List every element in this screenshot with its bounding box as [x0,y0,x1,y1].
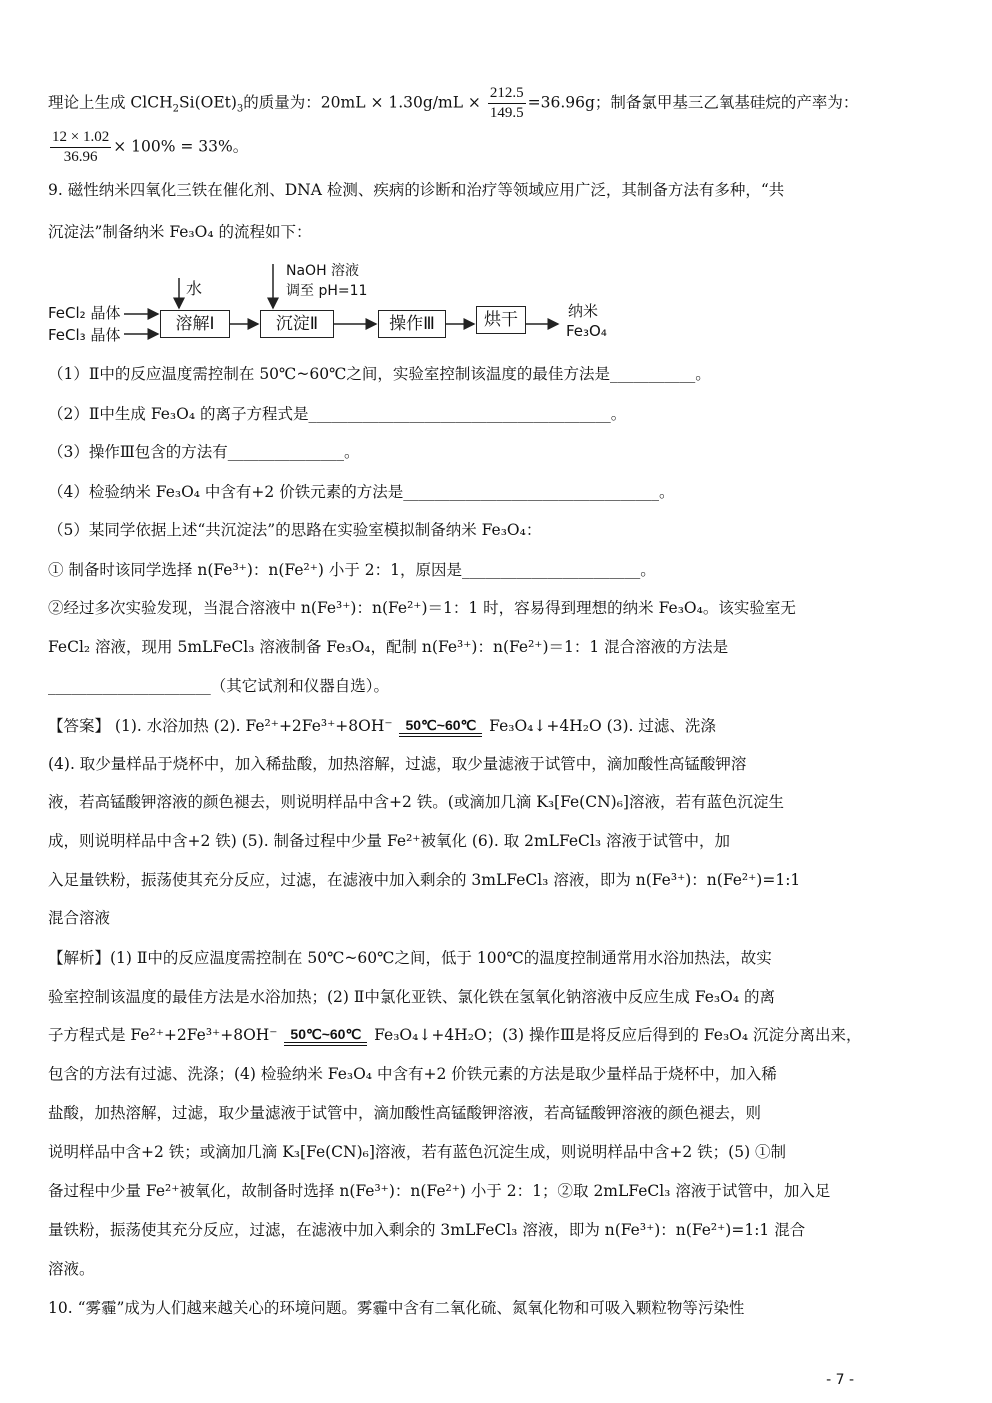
page-number: - 7 - [826,1372,854,1388]
step-dissolve-box: 溶解Ⅰ [160,310,230,338]
output-label-1: 纳米 [568,302,599,320]
answer-line-2: (4). 取少量样品于烧杯中，加入稀盐酸，加热溶解，过滤，取少量滤液于试管中，滴加酸性高锰酸钾溶 [48,755,747,773]
sub-question-5-part-1: ① 制备时该同学选择 n(Fe³⁺)：n(Fe²⁺) 小于 2：1，原因是_______________________。 [48,561,656,579]
line-1-part-b: Si(OEt) [179,93,237,112]
sub-question-5-part-2-line-1: ②经过多次实验发现，当混合溶液中 n(Fe³⁺)：n(Fe²⁺)＝1：1 时，容易得到理想的纳米 Fe₃O₄。该实验室无 [48,599,796,617]
analysis-line-3: 子方程式是 Fe²⁺+2Fe³⁺+8OH⁻ 50℃~60℃ Fe₃O₄↓+4H₂O；(3) 操作Ⅲ是将反应后得到的 Fe₃O₄ 沉淀分离出来， [48,1026,862,1044]
process-flow-diagram [48,258,648,350]
naoh-label: NaOH 溶液 [286,263,360,279]
analysis-line-1: 【解析】(1) Ⅱ中的反应温度需控制在 50℃~60℃之间，低于 100℃的温度控制通常用水浴加热法，故实 [48,949,772,967]
step-precipitate-box: 沉淀Ⅱ [260,310,334,338]
input-fecl3: FeCl₃ 晶体 [48,326,121,344]
line-1-part-d: =36.96g；制备氯甲基三乙氧基硅烷的产率为： [527,93,859,112]
fraction-molar-mass: $\frac{212.5}{149.5}$ [489,85,524,121]
question-10-line-1: 10. “雾霾”成为人们越来越关心的环境问题。雾霾中含有二氧化硫、氮氧化物和可吸入颗粒物等污染性 [48,1299,745,1317]
reaction-condition: 50℃~60℃ [284,1026,367,1046]
sub-question-3: （3）操作Ⅲ包含的方法有_______________。 [48,443,360,461]
water-label: 水 [186,279,203,298]
analysis-line-9: 溶液。 [48,1260,95,1278]
input-fecl2: FeCl₂ 晶体 [48,304,121,322]
analysis-line-5: 盐酸，加热溶解，过滤，取少量滤液于试管中，滴加酸性高锰酸钾溶液，若高锰酸钾溶液的颜色褪去，则 [48,1104,762,1122]
step-dry-box: 烘干 [476,306,526,334]
line-1-part-c: 的质量为：20mL × 1.30g/mL × [243,93,481,112]
sub-question-5: （5）某同学依据上述“共沉淀法”的思路在实验室模拟制备纳米 Fe₃O₄： [48,521,542,539]
answer-line-3: 液，若高锰酸钾溶液的颜色褪去，则说明样品中含+2 铁。(或滴加几滴 K₃[Fe(CN)₆]溶液，若有蓝色沉淀生 [48,793,784,811]
yield-result: × 100% = 33%。 [113,137,249,156]
sub-question-1: （1）Ⅱ中的反应温度需控制在 50℃~60℃之间，实验室控制该温度的最佳方法是___________。 [48,365,711,383]
sub-question-4: （4）检验纳米 Fe₃O₄ 中含有+2 价铁元素的方法是_________________________________。 [48,483,675,501]
analysis-line-4: 包含的方法有过滤、洗涤；(4) 检验纳米 Fe₃O₄ 中含有+2 价铁元素的方法是取少量样品于烧杯中，加入稀 [48,1065,777,1083]
output-label-2: Fe₃O₄ [566,322,607,340]
answer-line-1: 【答案】 (1). 水浴加热 (2). Fe²⁺+2Fe³⁺+8OH⁻ 50℃~60℃ Fe₃O₄↓+4H₂O (3). 过滤、洗涤 [48,717,716,735]
analysis-line-7: 备过程中少量 Fe²⁺被氧化，故制备时选择 n(Fe³⁺)：n(Fe²⁺) 小于 2：1；②取 2mLFeCl₃ 溶液于试管中，加入足 [48,1182,831,1200]
analysis-line-8: 量铁粉，振荡使其充分反应，过滤，在滤液中加入剩余的 3mLFeCl₃ 溶液，即为 n(Fe³⁺)：n(Fe²⁺)=1:1 混合 [48,1221,806,1239]
text-line: 理论上生成 $ClCH_2Si(OEt)_3$的质量为：20mL × 1.30g/mL × $\frac{212.5}{149.5}$ =36.96g；制备氯甲基三乙氧基硅烷的产率为： [48,85,859,121]
line-1-part-a: 理论上生成 ClCH [48,93,173,112]
analysis-line-6: 说明样品中含+2 铁；或滴加几滴 K₃[Fe(CN)₆]溶液，若有蓝色沉淀生成，则说明样品中含+2 铁；(5) ①制 [48,1143,787,1161]
answer-line-4: 成，则说明样品中含+2 铁) (5). 制备过程中少量 Fe²⁺被氧化 (6). 取 2mLFeCl₃ 溶液于试管中，加 [48,832,731,850]
reaction-condition: 50℃~60℃ [399,717,482,737]
ph-label: 调至 pH=11 [286,283,368,299]
analysis-line-2: 验室控制该温度的最佳方法是水浴加热；(2) Ⅱ中氯化亚铁、氯化铁在氢氧化钠溶液中反应生成 Fe₃O₄ 的离 [48,988,775,1006]
answer-line-6: 混合溶液 [48,909,111,927]
step-operation-box: 操作Ⅲ [378,310,446,338]
question-9-line-2: 沉淀法”制备纳米 Fe₃O₄ 的流程如下： [48,223,312,241]
sub-question-2: （2）Ⅱ中生成 Fe₃O₄ 的离子方程式是_______________________________________。 [48,405,627,423]
fraction-yield: $\frac{12 \times 1.02}{36.96}$ [52,129,110,165]
answer-line-5: 入足量铁粉，振荡使其充分反应，过滤，在滤液中加入剩余的 3mLFeCl₃ 溶液，即为 n(Fe³⁺)：n(Fe²⁺)=1:1 [48,871,801,889]
text-line [48,128,248,167]
sub-question-5-part-2-line-2: FeCl₂ 溶液，现用 5mLFeCl₃ 溶液制备 Fe₃O₄，配制 n(Fe³⁺)：n(Fe²⁺)＝1：1 混合溶液的方法是 [48,638,729,656]
sub-question-5-part-2-line-3: _____________________（其它试剂和仪器自选）。 [48,677,390,695]
question-9-line-1: 9. 磁性纳米四氧化三铁在催化剂、DNA 检测、疾病的诊断和治疗等领域应用广泛，其制备方法有多种，“共 [48,181,785,199]
